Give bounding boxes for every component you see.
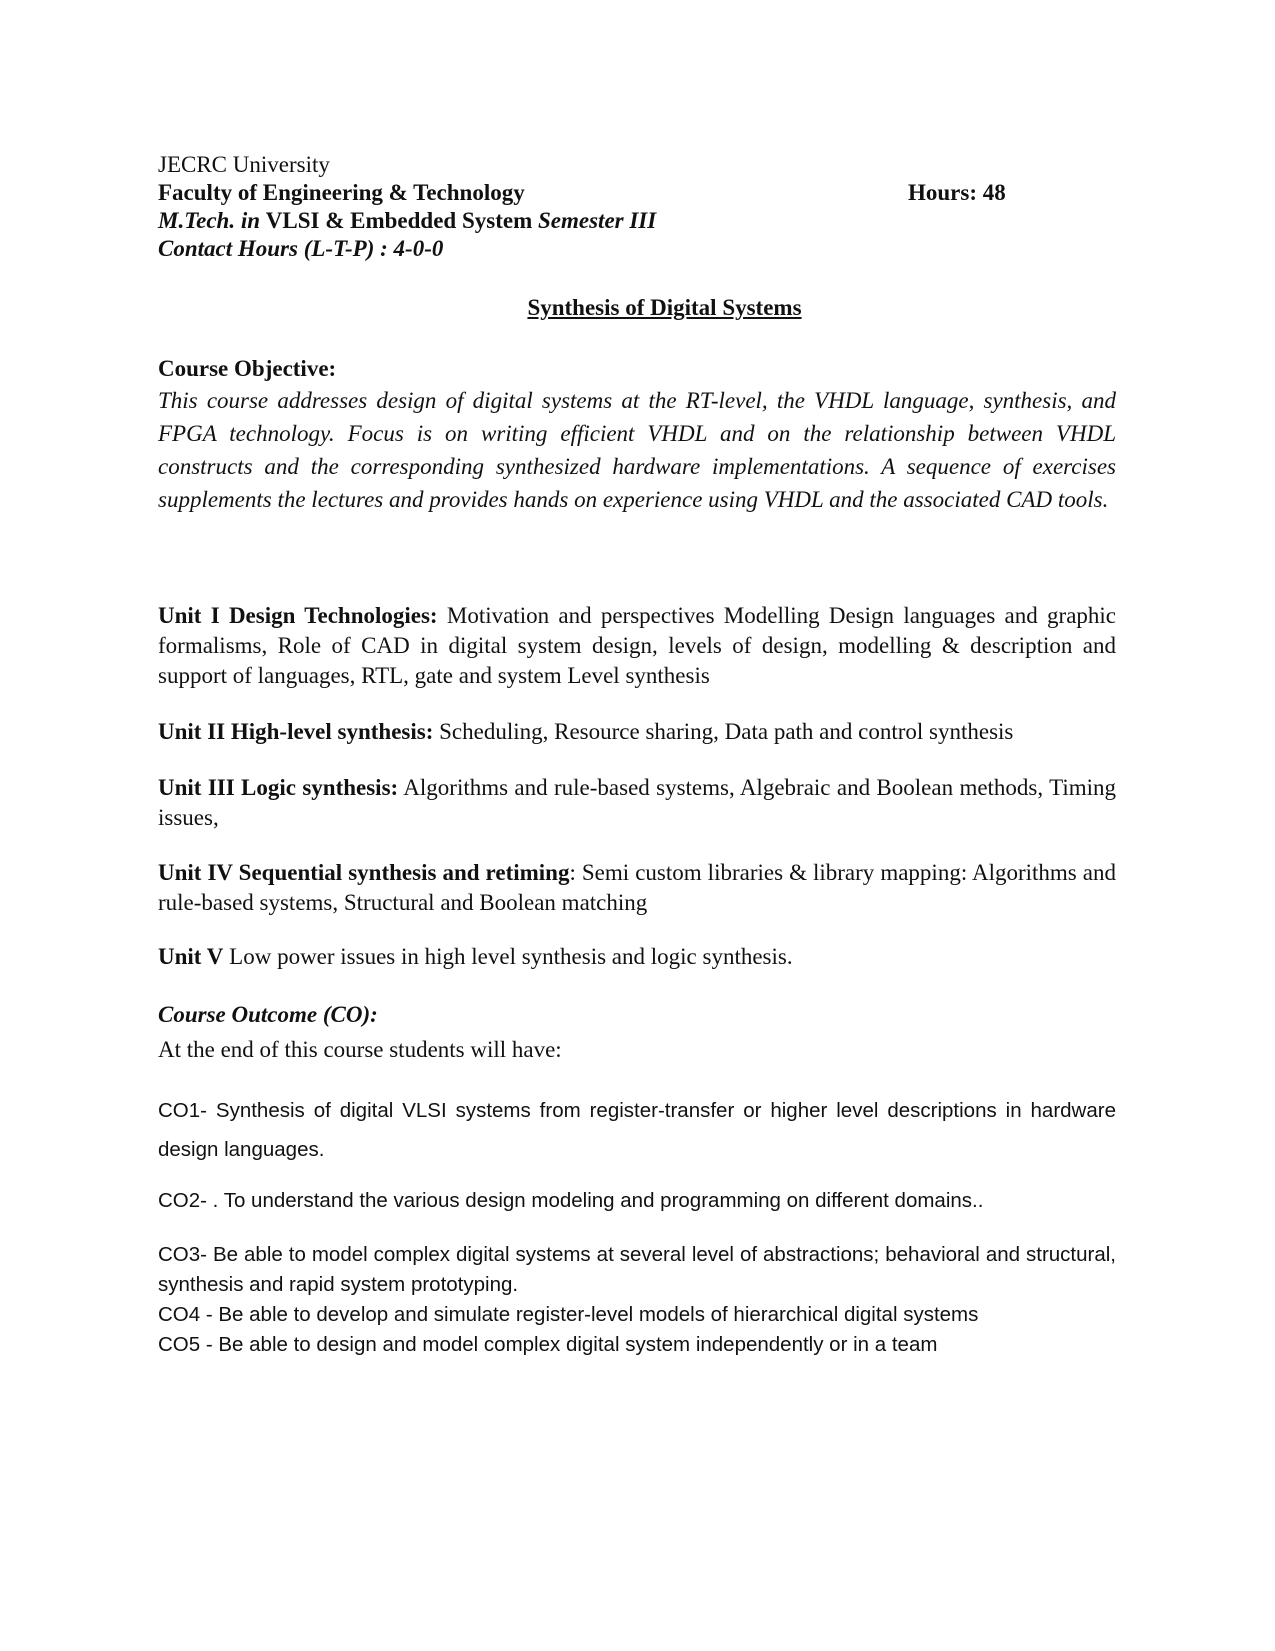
university-name: JECRC University (158, 152, 330, 177)
unit-title: Unit V (158, 944, 224, 969)
program-prefix: M.Tech. in (158, 208, 261, 233)
unit-title: Unit I Design Technologies: (158, 603, 438, 628)
unit-text: Algorithms and rule-based systems, Algebraic and Boolean methods, Timing issues, (158, 775, 1116, 830)
objective-heading: Course Objective: (158, 356, 337, 381)
unit-title: Unit II High-level synthesis: (158, 719, 434, 744)
unit-text: Scheduling, Resource sharing, Data path and control synthesis (433, 719, 1014, 744)
outcome-item: CO2- . To understand the various design modeling and programming on different domains.. (158, 1189, 984, 1212)
unit-text: Motivation and perspectives Modelling Design languages and graphic formalisms, Role of CAD in digital system design, levels of design, modelling & description and support of languages, RTL, gate and system Level synthesis (158, 603, 1117, 688)
outcome-item: CO4 - Be able to develop and simulate register-level models of hierarchical digital systems (158, 1303, 979, 1326)
faculty-name: Faculty of Engineering & Technology (158, 180, 525, 205)
contact-hours: Contact Hours (L-T-P) : 4-0-0 (158, 236, 444, 261)
hours-label: Hours: 48 (908, 180, 1006, 205)
unit-text: Low power issues in high level synthesis and logic synthesis. (223, 944, 793, 969)
unit-text: : Semi custom libraries & library mapping: Algorithms and rule-based systems, Structural and Boolean matching (158, 860, 1117, 915)
unit-2 (158, 717, 1116, 747)
program-name: VLSI & Embedded System (265, 208, 533, 233)
unit-title: Unit III Logic synthesis: (158, 775, 399, 800)
outcome-item: CO1- Synthesis of digital VLSI systems from register-transfer or higher level descriptions in hardware design languages. (158, 1099, 1116, 1161)
contact-hours-line (158, 235, 1018, 263)
outcome-item: CO3- Be able to model complex digital systems at several level of abstractions; behavioral and structural, synthesis and rapid system prototyping. (158, 1243, 1116, 1296)
program-line (158, 207, 1018, 235)
outcome-item: CO5 - Be able to design and model complex digital system independently or in a team (158, 1333, 938, 1356)
outcome-heading: Course Outcome (CO): (158, 1002, 378, 1027)
faculty-line (158, 179, 1018, 207)
unit-1 (158, 601, 1116, 691)
unit-4 (158, 858, 1116, 918)
semester-label: Semester III (538, 208, 657, 233)
outcome-intro: At the end of this course students will have: (158, 1037, 562, 1062)
outcome-list (158, 1240, 1116, 1360)
objective-text: This course addresses design of digital systems at the RT-level, the VHDL language, synthesis, and FPGA technology. Focus is on writing efficient VHDL and on the relationship between VHDL constructs and the corresponding synthesized hardware implementations. A sequence of exercises supplements the lectures and provides hands on experience using VHDL and the associated CAD tools. (158, 388, 1116, 512)
document-header (158, 151, 1018, 263)
course-title: Synthesis of Digital Systems (527, 295, 802, 320)
unit-5 (158, 942, 1116, 972)
unit-title: Unit IV Sequential synthesis and retiming (158, 860, 570, 885)
unit-3 (158, 773, 1116, 833)
